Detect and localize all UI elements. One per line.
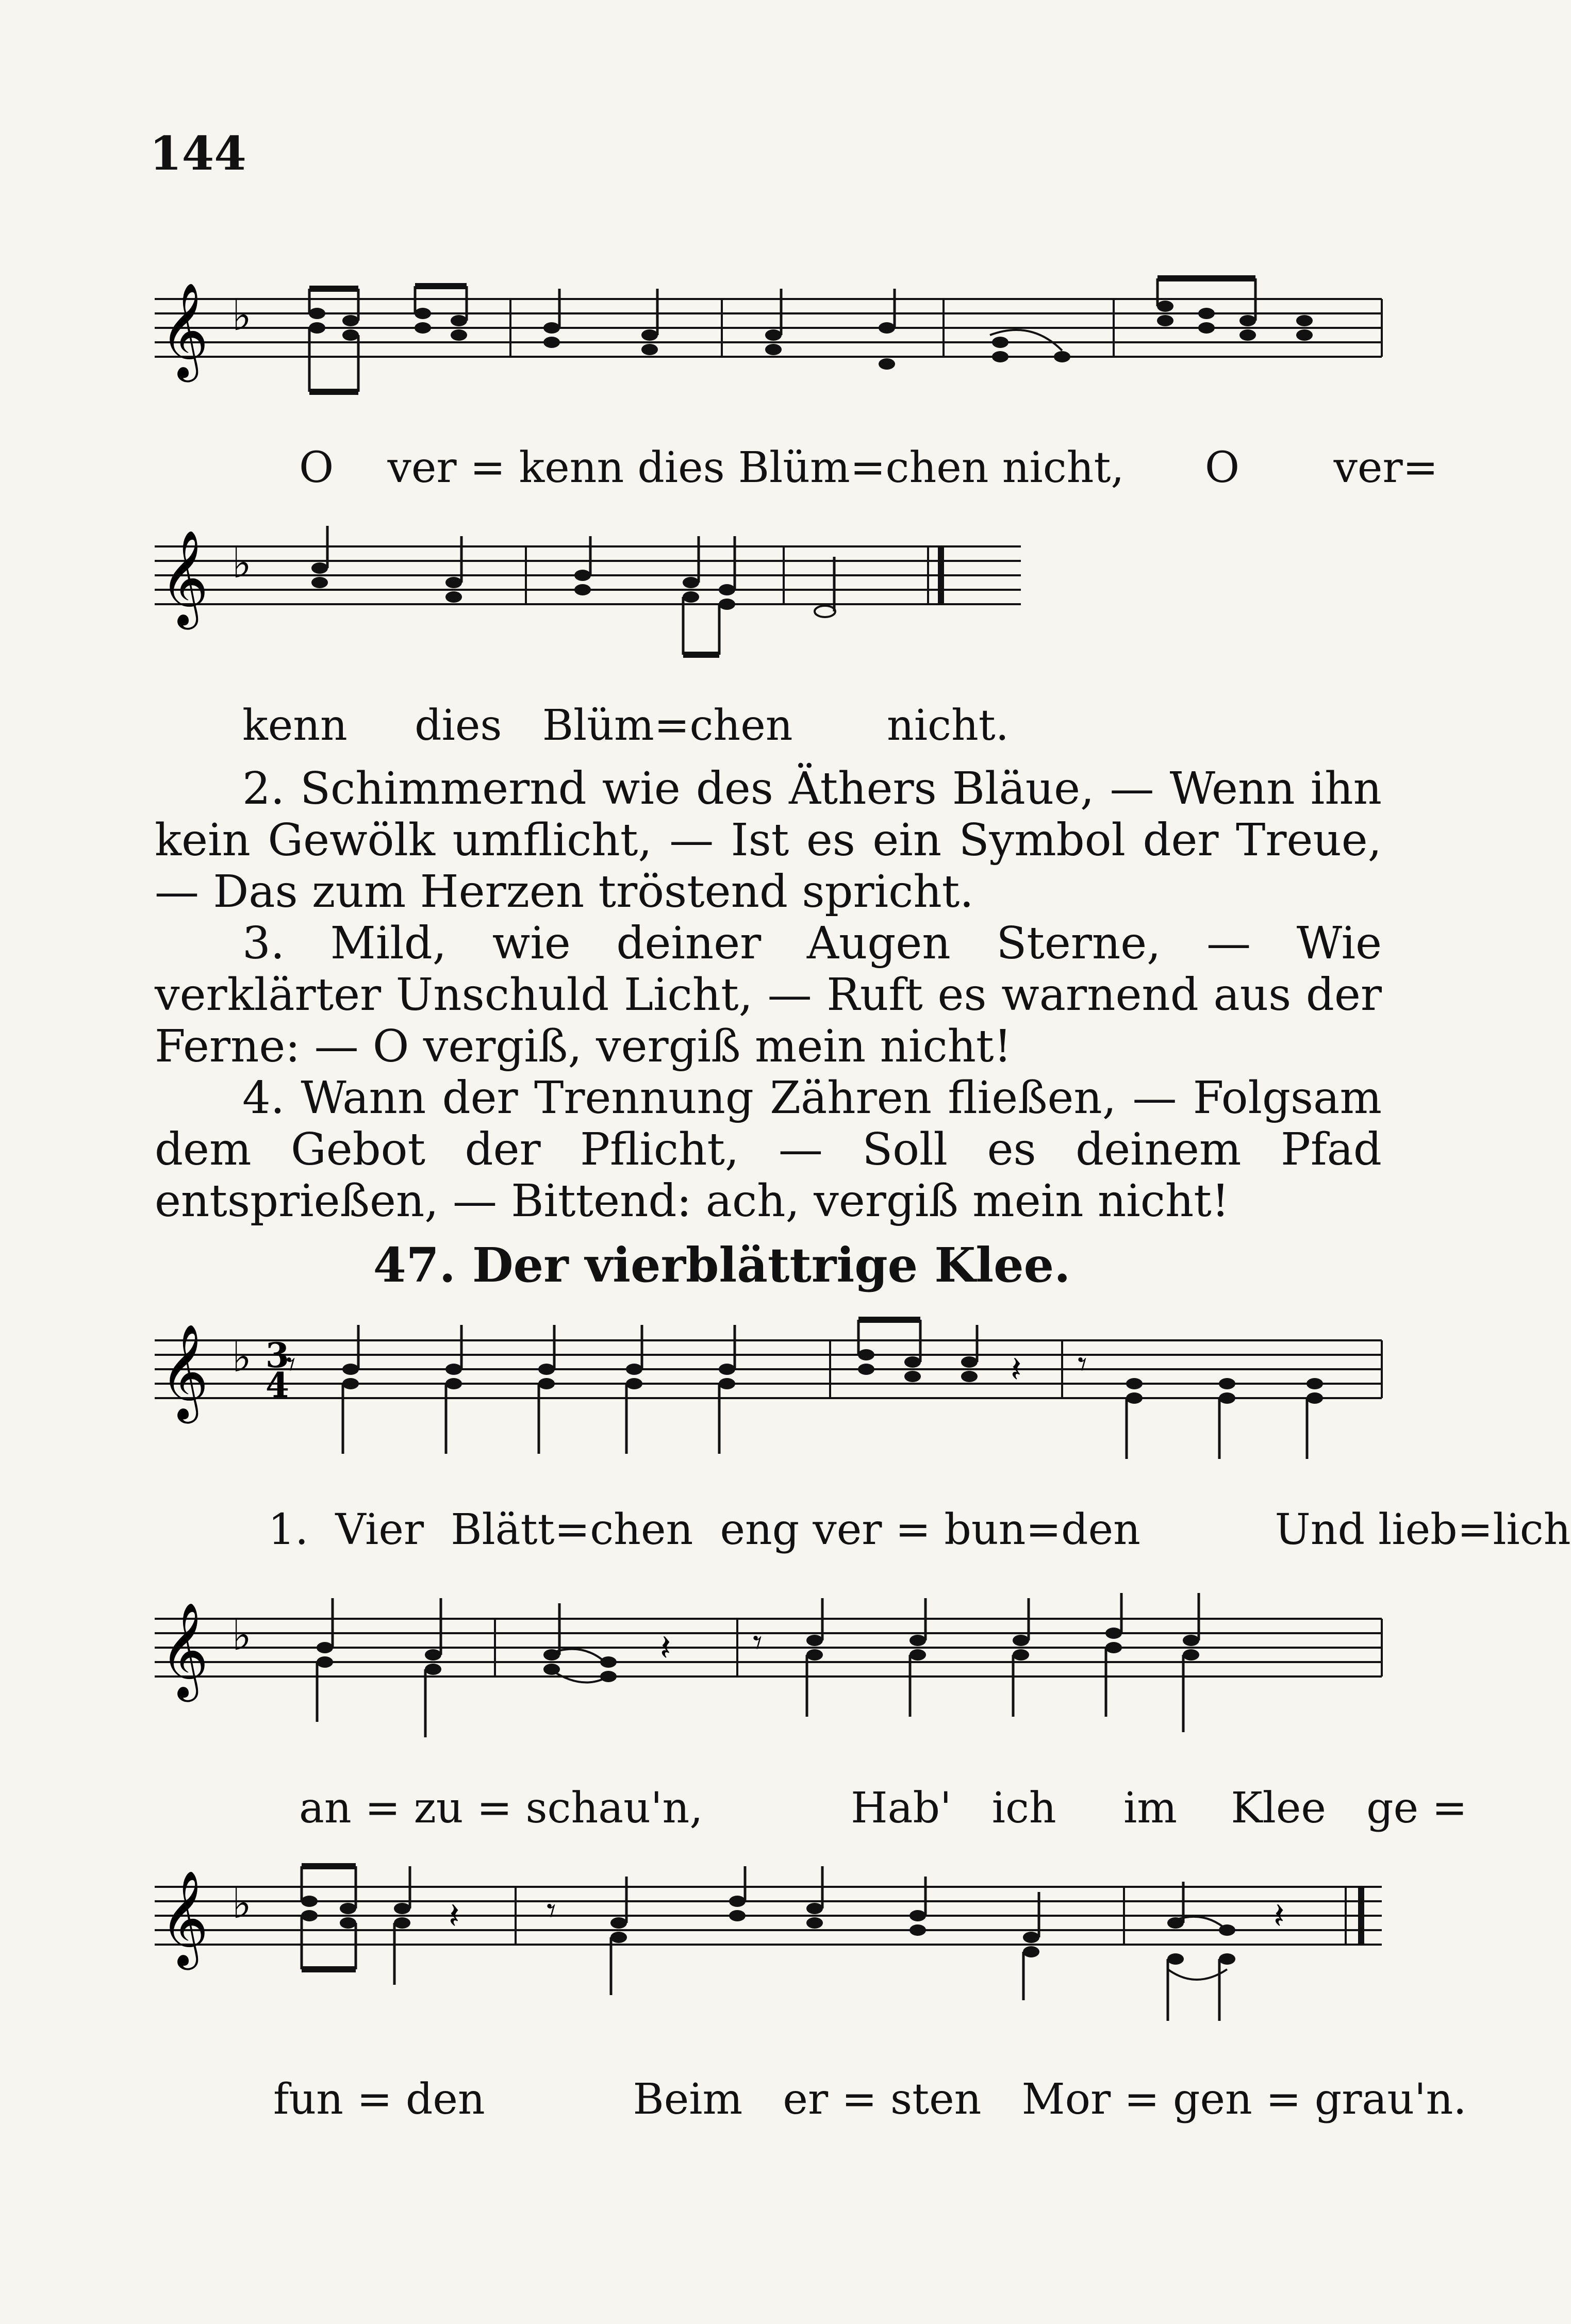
lyric: zu — [414, 1784, 464, 1833]
lyric: Mor — [1021, 2075, 1111, 2124]
song2-lyrics-line-1 — [268, 1505, 1571, 1554]
lyric: er — [783, 2075, 829, 2124]
lyric: gen — [1173, 2075, 1252, 2124]
lyric: Blüm=chen — [542, 701, 793, 750]
lyric: = — [470, 443, 506, 492]
flat-sign: ♭ — [232, 539, 252, 587]
song1-lyrics-line-1 — [299, 443, 1438, 492]
treble-clef: 𝄞 — [160, 1869, 209, 1966]
page-number: 144 — [150, 126, 246, 181]
lyric: nicht, — [1002, 443, 1124, 492]
verse-3: 3. Mild, wie deiner Augen Sterne, — Wie verklärter Unschuld Licht, — Ruft es warnend aus der Ferne: — O vergiß, vergiß mein nicht! — [155, 918, 1382, 1072]
rest: 𝄽 — [449, 1895, 460, 1937]
verse-number: 1. — [268, 1505, 309, 1554]
time-sig-top: 3 — [266, 1335, 289, 1375]
treble-clef: 𝄞 — [160, 529, 209, 625]
lyric: ver — [813, 1505, 882, 1554]
lyric: Hab' — [851, 1784, 952, 1833]
lyric: ver — [387, 443, 457, 492]
song-title: 47. Der vierblättrige Klee. — [373, 1237, 1071, 1293]
lyric: fun — [273, 2075, 343, 2124]
rest: 𝄽 — [1274, 1895, 1285, 1937]
lyric: dies — [415, 701, 502, 750]
music-staff-5 — [155, 1866, 1382, 2062]
lyric: Blätt=chen — [451, 1505, 693, 1554]
lyric: = — [1432, 1784, 1467, 1833]
lyric: = — [895, 1505, 931, 1554]
lyric: grau'n. — [1314, 2075, 1467, 2124]
lyric: ver= — [1333, 443, 1438, 492]
music-staff-4 — [155, 1588, 1382, 1763]
time-sig-bottom: 4 — [266, 1365, 289, 1405]
lyric: = — [1124, 2075, 1160, 2124]
lyric: = — [476, 1784, 512, 1833]
flat-sign: ♭ — [232, 1880, 252, 1928]
rest: 𝄾 — [286, 1343, 296, 1385]
music-staff-3 — [155, 1320, 1382, 1505]
verse-4: 4. Wann der Trennung Zähren fließen, — Folgsam dem Gebot der Pflicht, — Soll es deinem Pfad entsprießen, — Bittend: ach, vergiß mein nicht! — [155, 1072, 1382, 1227]
lyric: nicht. — [887, 701, 1009, 750]
rest: 𝄾 — [1078, 1343, 1087, 1385]
treble-clef: 𝄞 — [160, 281, 209, 378]
flat-sign: ♭ — [232, 292, 252, 340]
lyric: Und — [1275, 1505, 1365, 1554]
rest: 𝄽 — [660, 1626, 671, 1669]
treble-clef: 𝄞 — [160, 1323, 209, 1419]
lyric: dies — [637, 443, 725, 492]
rest: 𝄽 — [1011, 1348, 1022, 1390]
lyric: Blüm=chen — [738, 443, 989, 492]
lyric: eng — [720, 1505, 800, 1554]
lyric: kenn — [519, 443, 624, 492]
flat-sign: ♭ — [232, 1333, 252, 1381]
lyric: im — [1123, 1784, 1178, 1833]
lyric: den — [405, 2075, 485, 2124]
music-staff-2 — [155, 526, 1021, 696]
lyric: Klee — [1231, 1784, 1326, 1833]
lyric: lieb=lich — [1378, 1505, 1571, 1554]
lyric: = — [841, 2075, 877, 2124]
song1-lyrics-line-2 — [242, 701, 1009, 750]
flat-sign: ♭ — [232, 1612, 252, 1659]
lyric: schau'n, — [525, 1784, 703, 1833]
verses-block — [155, 763, 1382, 1227]
lyric: kenn — [242, 701, 348, 750]
lyric: = — [1265, 2075, 1301, 2124]
lyric: ge — [1366, 1784, 1419, 1833]
verse-2: 2. Schimmernd wie des Äthers Bläue, — Wenn ihn kein Gewölk umflicht, — Ist es ein Symbol der Treue, — Das zum Herzen tröstend spricht. — [155, 763, 1382, 918]
treble-clef: 𝄞 — [160, 1601, 209, 1698]
lyric: an — [299, 1784, 352, 1833]
music-staff-1 — [155, 281, 1382, 423]
lyric: = — [365, 1784, 401, 1833]
lyric: Vier — [335, 1505, 424, 1554]
lyric: sten — [890, 2075, 982, 2124]
lyric: bun= — [944, 1505, 1062, 1554]
lyric: ich — [991, 1784, 1056, 1833]
song2-lyrics-line-2 — [299, 1784, 1467, 1833]
lyric: den — [1061, 1505, 1140, 1554]
lyric: = — [357, 2075, 392, 2124]
song2-lyrics-line-3 — [273, 2075, 1467, 2124]
lyric: O — [1204, 443, 1240, 492]
lyric: O — [299, 443, 334, 492]
rest: 𝄾 — [547, 1889, 556, 1932]
rest: 𝄾 — [753, 1621, 763, 1664]
lyric: Beim — [633, 2075, 743, 2124]
